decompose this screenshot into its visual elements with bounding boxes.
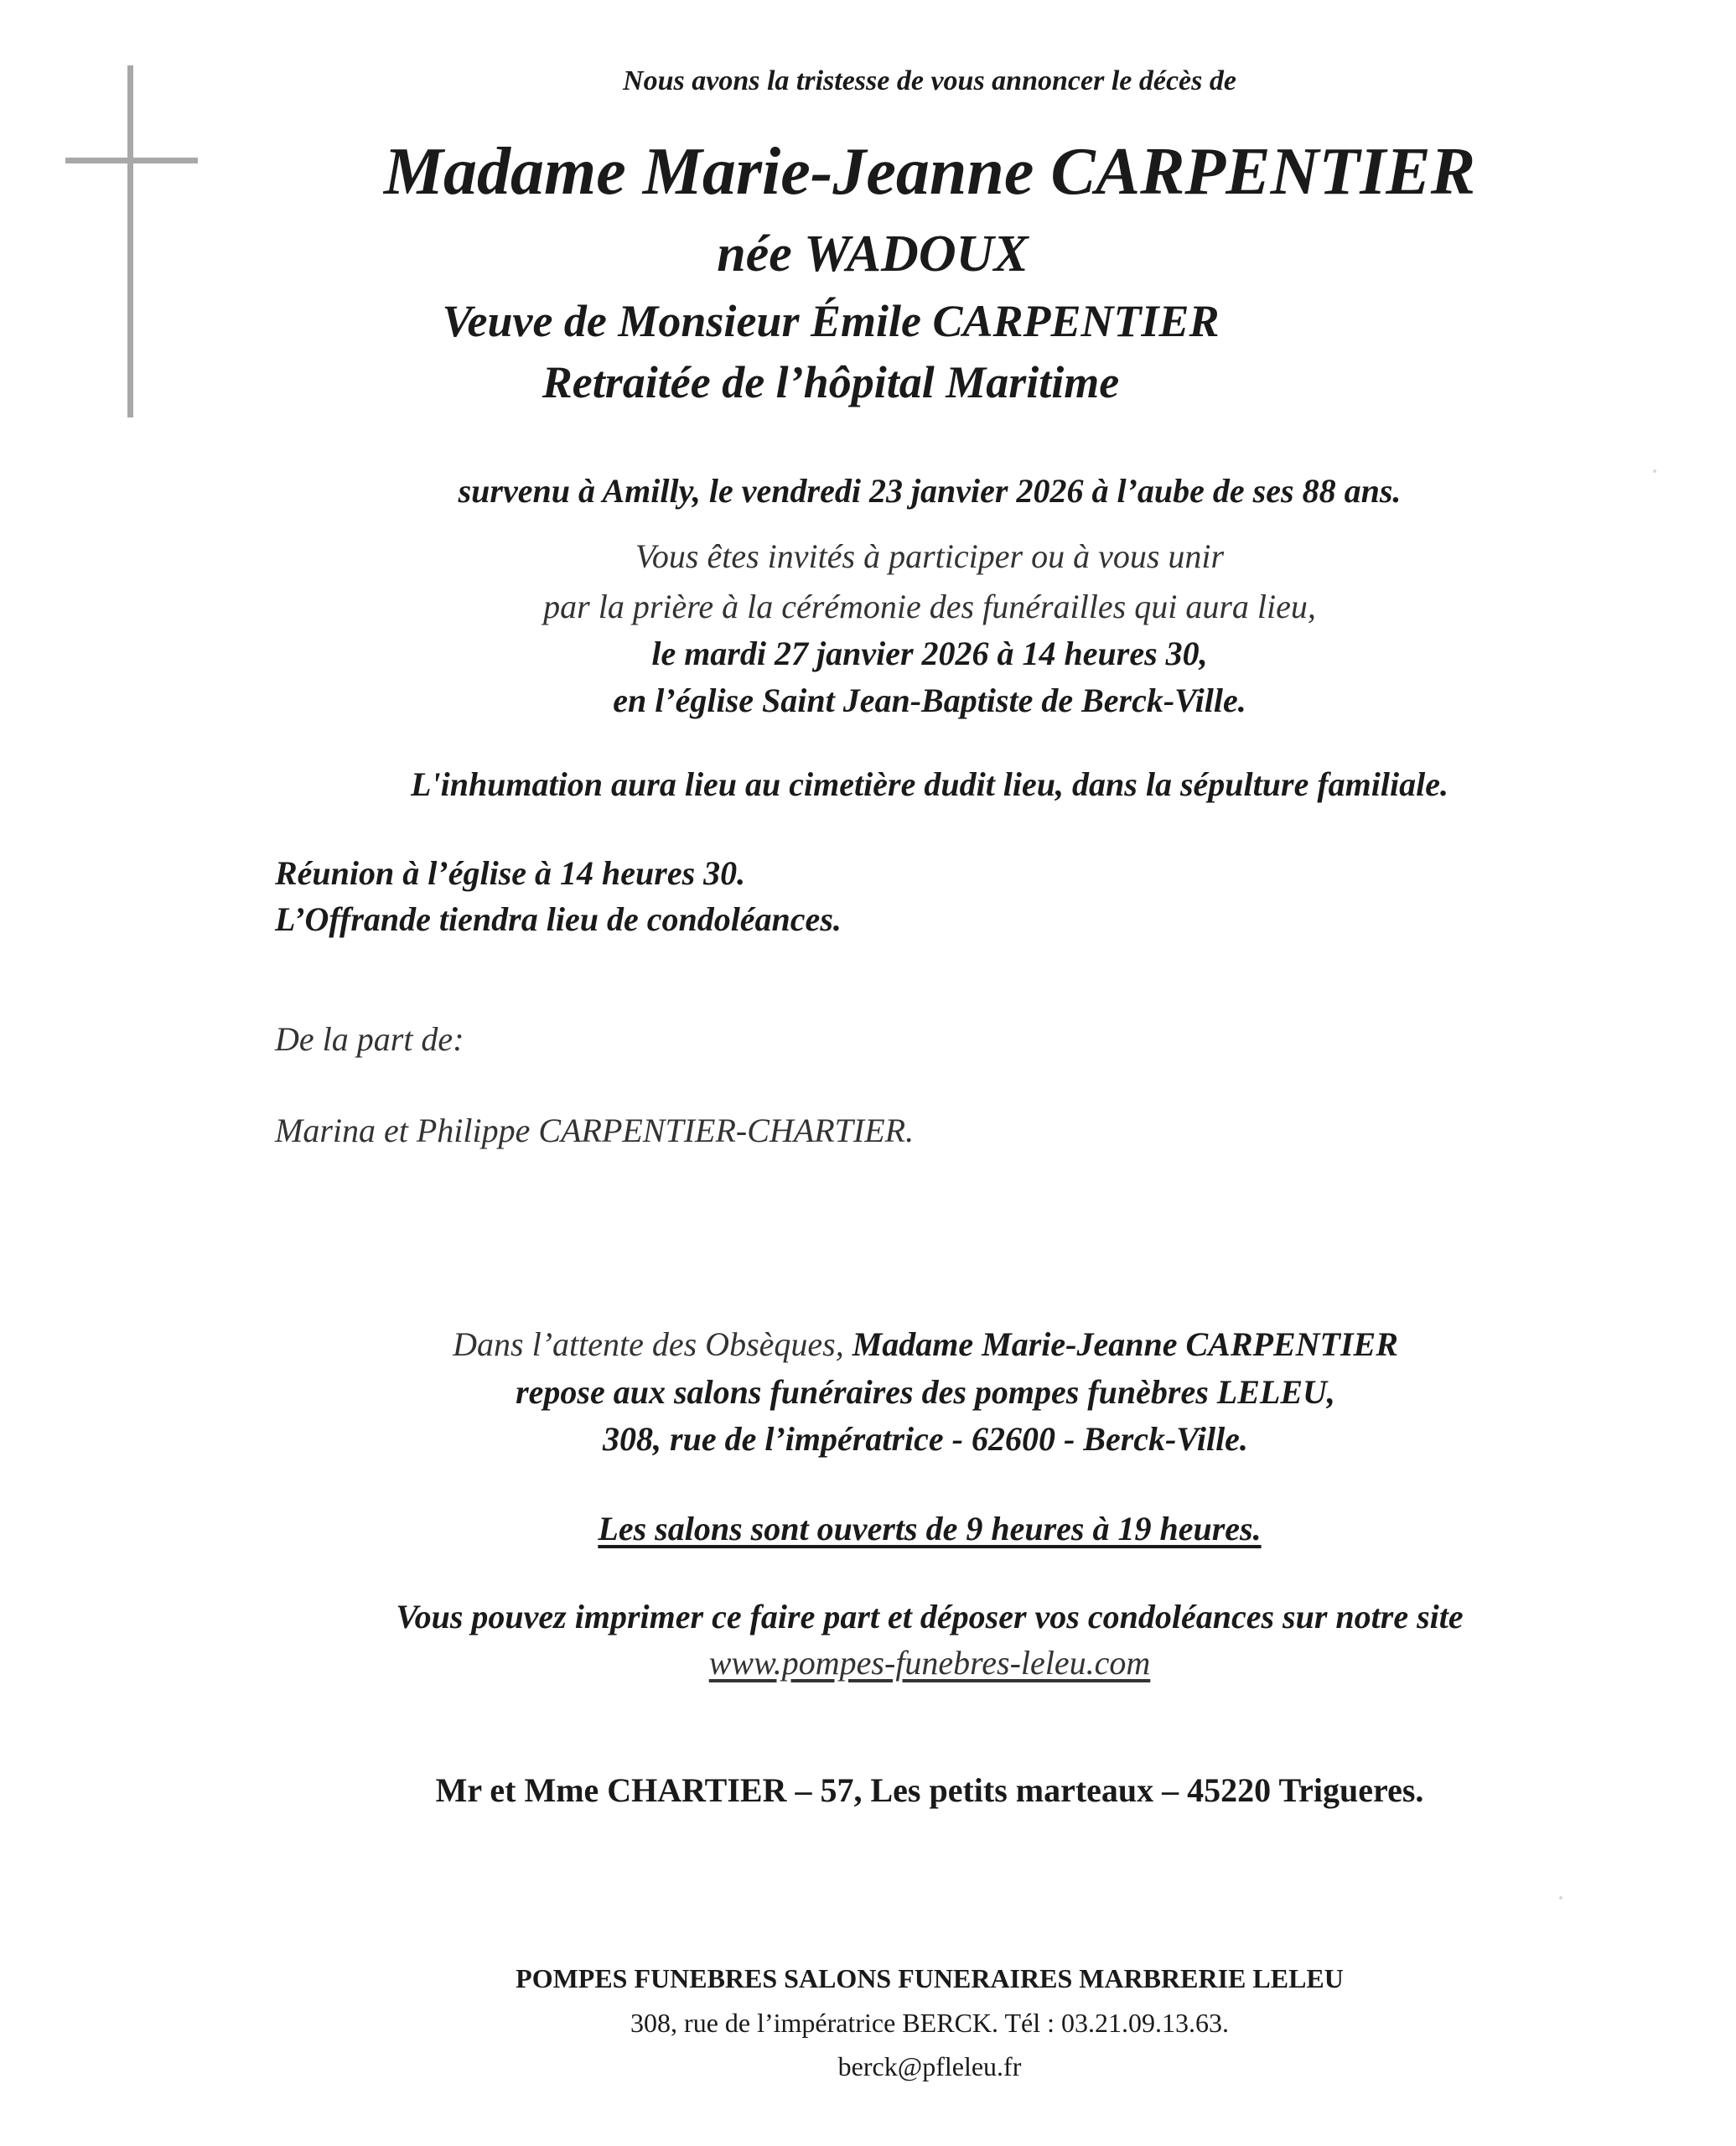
viewing-address: 308, rue de l’impératrice - 62600 - Berck-Ville. — [603, 1420, 1248, 1458]
viewing-line-2: repose aux salons funéraires des pompes funèbres LELEU, — [516, 1373, 1335, 1411]
from-label: De la part de: — [275, 1020, 464, 1058]
occupation: Retraitée de l’hôpital Maritime — [542, 357, 1120, 407]
widow-of: Veuve de Monsieur Émile CARPENTIER — [442, 296, 1220, 346]
deceased-name: Madame Marie-Jeanne CARPENTIER — [383, 135, 1476, 209]
death-statement: survenu à Amilly, le vendredi 23 janvier 2026 à l’aube de ses 88 ans. — [458, 472, 1402, 510]
invitation-line-1: Vous êtes invités à participer ou à vous unir — [635, 537, 1225, 575]
birth-name: née WADOUX — [717, 225, 1029, 283]
offering-notice: L’Offrande tiendra lieu de condoléances. — [275, 900, 842, 938]
opening-hours — [0, 1509, 1736, 1548]
opening-hours-text: Les salons sont ouverts de 9 heures à 19 heures. — [598, 1510, 1262, 1547]
ceremony-place: en l’église Saint Jean-Baptiste de Berck-Ville. — [613, 682, 1246, 719]
funeral-home-name: POMPES FUNEBRES SALONS FUNERAIRES MARBRERIE LELEU — [516, 1963, 1344, 1993]
ceremony-date-time: le mardi 27 janvier 2026 à 14 heures 30, — [651, 635, 1208, 672]
from-names: Marina et Philippe CARPENTIER-CHARTIER. — [275, 1112, 915, 1149]
intro-text: Nous avons la tristesse de vous annoncer le décès de — [623, 65, 1236, 96]
meeting-notice: Réunion à l’église à 14 heures 30. — [275, 854, 746, 892]
family-address: Mr et Mme CHARTIER – 57, Les petits marteaux – 45220 Trigueres. — [435, 1771, 1424, 1809]
funeral-home-address: 308, rue de l’impératrice BERCK. Tél : 03.21.09.13.63. — [630, 2008, 1229, 2038]
scan-speck — [1559, 1896, 1562, 1900]
print-notice: Vous pouvez imprimer ce faire part et déposer vos condoléances sur notre site — [396, 1598, 1464, 1635]
website-row — [0, 1643, 1736, 1682]
burial-notice: L'inhumation aura lieu au cimetière dudit lieu, dans la sépulture familiale. — [411, 765, 1448, 803]
viewing-name: Madame Marie-Jeanne CARPENTIER — [852, 1325, 1398, 1363]
viewing-prefix: Dans l’attente des Obsèques, — [453, 1325, 852, 1363]
funeral-home-email: berck@pfleleu.fr — [837, 2051, 1022, 2081]
scan-speck — [1653, 469, 1656, 473]
viewing-line-1 — [0, 1324, 1736, 1364]
website-link[interactable]: www.pompes-funebres-leleu.com — [708, 1644, 1151, 1682]
invitation-line-2: par la prière à la cérémonie des funérailles qui aura lieu, — [543, 588, 1316, 625]
